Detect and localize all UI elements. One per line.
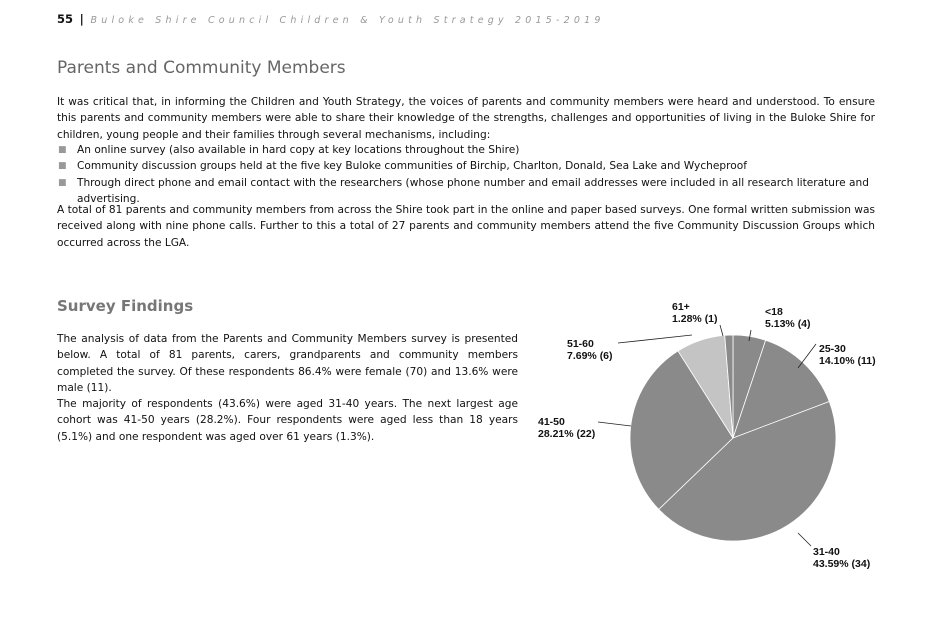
survey-paragraph-1: The analysis of data from the Parents and Community Members survey is presented below. A total of 81 parents, carers, grandparents and community members completed the survey. Of these respondents 86.4% were female (70) and 13.6% were male (11).: [57, 333, 518, 394]
leader-line: [598, 422, 631, 426]
list-item: [57, 158, 875, 174]
list-item-text: Community discussion groups held at the five key Buloke communities of Birchip, Charlton, Donald, Sea Lake and Wycheproof: [77, 160, 747, 173]
age-pie-chart: [520, 300, 920, 580]
page-header: [57, 12, 605, 26]
mechanism-list: [57, 142, 875, 207]
list-item-text: An online survey (also available in hard copy at key locations throughout the Shire): [77, 144, 520, 156]
page-number: 55: [57, 12, 74, 26]
document-title: Buloke Shire Council Children & Youth Strategy 2015-2019: [90, 15, 605, 26]
leader-line: [798, 533, 811, 546]
list-item: [57, 142, 875, 158]
bullet-icon: ■: [58, 161, 67, 172]
slice-label: 31-40 43.59% (34): [813, 546, 871, 570]
survey-paragraph-2: The majority of respondents (43.6%) were aged 31-40 years. The next largest age cohort was 41-50 years (28.2%). Four respondents were aged less than 18 years (5.1%) and one respondent was aged over 61 years (1.3%).: [57, 398, 518, 443]
leader-line: [798, 344, 816, 368]
participation-paragraph: A total of 81 parents and community members from across the Shire took part in the online and paper based surveys. One formal written submission was received along with nine phone calls. Further to this a total of 27 parents and community members attend the five Community Discussion Groups which occurred across the LGA.: [57, 204, 875, 249]
leader-line: [618, 335, 692, 343]
slice-label: <18 5.13% (4): [765, 306, 811, 330]
section-heading: Parents and Community Members: [57, 58, 346, 78]
list-item-text: Through direct phone and email contact with the researchers (whose phone number and email addresses were included in all research literature and advertising.: [77, 176, 869, 205]
slice-label: 25-30 14.10% (11): [819, 343, 876, 367]
bullet-icon: ■: [58, 177, 67, 188]
leader-line: [720, 325, 723, 336]
header-separator: |: [79, 12, 84, 26]
slice-label: 51-60 7.69% (6): [567, 338, 613, 362]
intro-paragraph: It was critical that, in informing the Children and Youth Strategy, the voices of parents and community members were heard and understood. To ensure this parents and community members were able to share their knowledge of the strengths, challenges and opportunities of living in the Buloke Shire for children, young people and their families through several mechanisms, including:: [57, 96, 875, 141]
bullet-icon: ■: [58, 145, 67, 155]
slice-label: 61+ 1.28% (1): [672, 301, 718, 325]
slice-label: 41-50 28.21% (22): [538, 416, 596, 440]
survey-findings-heading: Survey Findings: [57, 297, 194, 315]
